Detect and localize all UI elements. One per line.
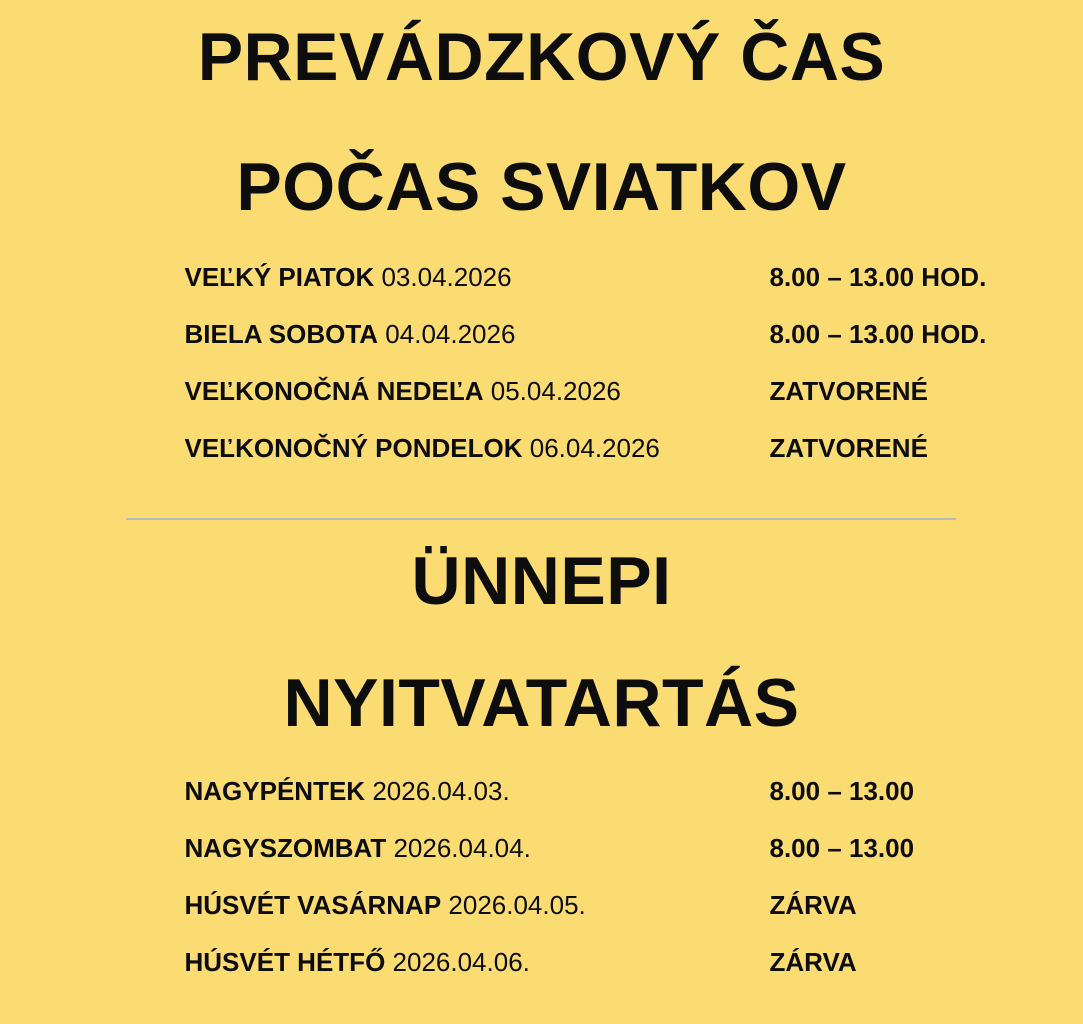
slovak-title-line-1: PREVÁDZKOVÝ ČAS xyxy=(197,19,886,95)
schedule-day-label xyxy=(185,376,770,407)
schedule-row xyxy=(185,947,1025,1004)
slovak-schedule-list xyxy=(59,262,1025,490)
schedule-row xyxy=(185,376,1025,433)
section-hungarian xyxy=(0,520,1083,1004)
day-name: VEĽKONOČNÝ PONDELOK xyxy=(184,433,523,463)
schedule-row xyxy=(185,776,1025,833)
schedule-day-label xyxy=(185,319,770,350)
schedule-day-label xyxy=(185,947,770,978)
schedule-hours: 8.00 – 13.00 HOD. xyxy=(769,262,987,292)
schedule-hours: ZÁRVA xyxy=(769,947,857,977)
day-date: 06.04.2026 xyxy=(529,433,660,463)
hungarian-title-line-2: NYITVATARTÁS xyxy=(283,665,800,741)
hungarian-title-line-1: ÜNNEPI xyxy=(411,543,672,619)
schedule-row xyxy=(185,433,1025,490)
schedule-hours: 8.00 – 13.00 xyxy=(769,776,915,806)
schedule-hours: 8.00 – 13.00 HOD. xyxy=(769,319,987,349)
schedule-day-label xyxy=(185,890,770,921)
day-date: 03.04.2026 xyxy=(381,262,512,292)
schedule-hours: ZATVORENÉ xyxy=(769,376,928,406)
day-date: 2026.04.04. xyxy=(393,833,531,863)
day-date: 2026.04.06. xyxy=(392,947,530,977)
day-name: HÚSVÉT VASÁRNAP xyxy=(184,890,442,920)
day-name: VEĽKÝ PIATOK xyxy=(184,262,375,292)
day-date: 05.04.2026 xyxy=(490,376,621,406)
schedule-day-label xyxy=(185,776,770,807)
day-name: BIELA SOBOTA xyxy=(184,319,379,349)
schedule-day-label xyxy=(185,833,770,864)
hungarian-schedule-list xyxy=(59,776,1025,1004)
day-name: NAGYPÉNTEK xyxy=(184,776,366,806)
schedule-day-label xyxy=(185,433,770,464)
section-slovak xyxy=(0,0,1083,490)
day-name: HÚSVÉT HÉTFŐ xyxy=(184,947,386,977)
schedule-row xyxy=(185,890,1025,947)
day-name: NAGYSZOMBAT xyxy=(184,833,387,863)
schedule-hours: ZATVORENÉ xyxy=(769,433,928,463)
day-name: VEĽKONOČNÁ NEDEĽA xyxy=(184,376,484,406)
schedule-hours: ZÁRVA xyxy=(769,890,857,920)
day-date: 2026.04.03. xyxy=(372,776,510,806)
day-date: 04.04.2026 xyxy=(385,319,516,349)
slovak-title-line-2: POČAS SVIATKOV xyxy=(236,149,847,225)
schedule-hours: 8.00 – 13.00 xyxy=(769,833,915,863)
schedule-row xyxy=(185,833,1025,890)
day-date: 2026.04.05. xyxy=(448,890,586,920)
schedule-row xyxy=(185,319,1025,376)
schedule-row xyxy=(185,262,1025,319)
schedule-day-label xyxy=(185,262,770,293)
